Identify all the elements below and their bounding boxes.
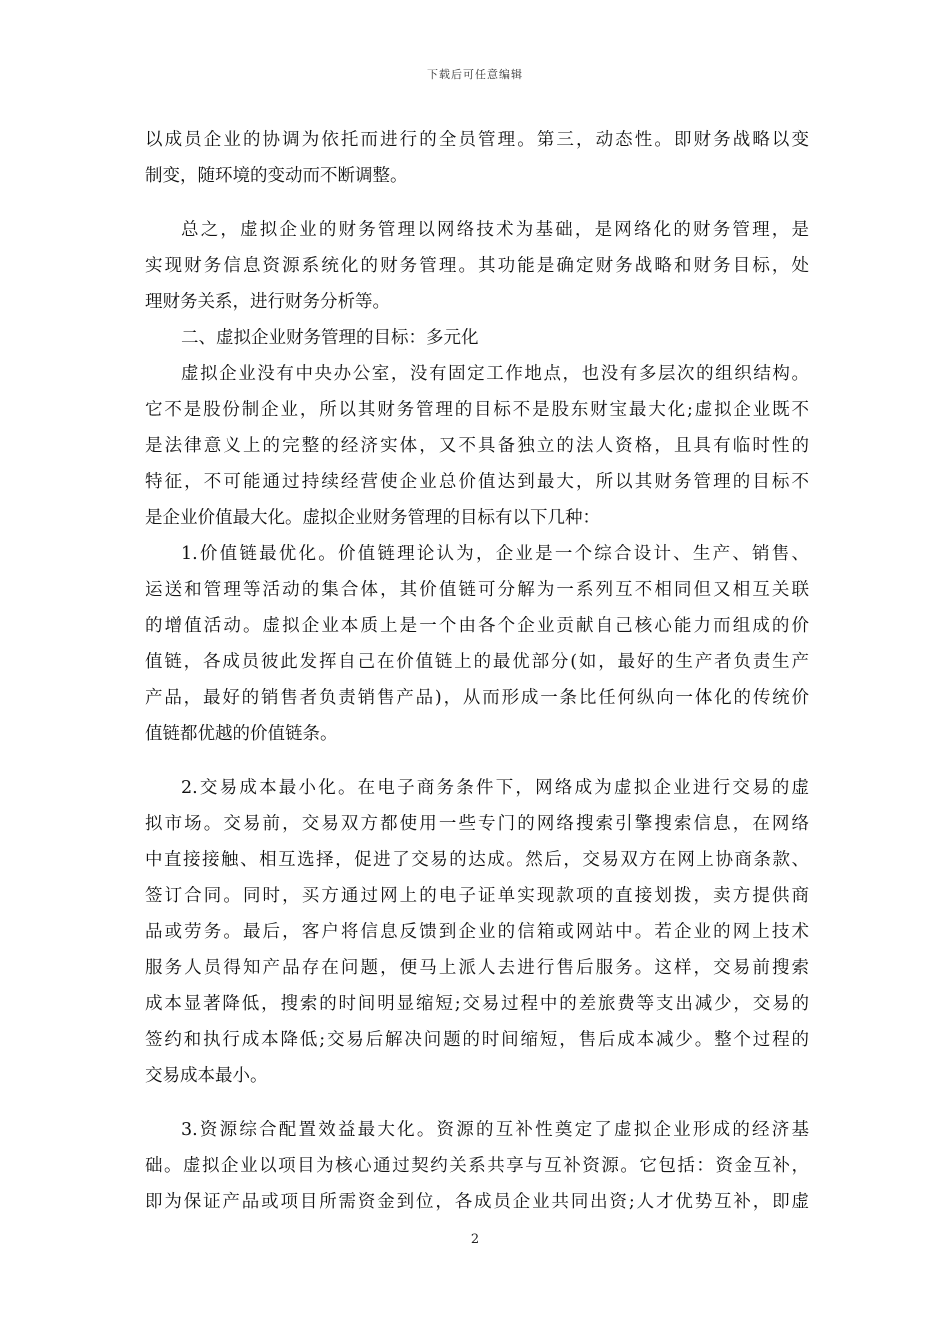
text-line: 二、虚拟企业财务管理的目标：多元化: [181, 328, 479, 348]
text-line: 的增值活动。虚拟企业本质上是一个由各个企业贡献自己核心能力而组成的价: [145, 616, 809, 636]
text-line: 签约和执行成本降低;交易后解决问题的时间缩短，售后成本减少。整个过程的: [145, 1030, 809, 1050]
text-line: 总之，虚拟企业的财务管理以网络技术为基础，是网络化的财务管理，是: [181, 220, 809, 240]
text-line: 拟市场。交易前，交易双方都使用一些专门的网络搜索引擎搜索信息，在网络: [145, 814, 809, 834]
text-line: 交易成本最小。: [145, 1066, 268, 1086]
text-line: 础。虚拟企业以项目为核心通过契约关系共享与互补资源。它包括：资金互补，: [145, 1156, 809, 1176]
text-line: 服务人员得知产品存在问题，便马上派人去进行售后服务。这样，交易前搜索: [145, 958, 809, 978]
text-line: 2.交易成本最小化。在电子商务条件下，网络成为虚拟企业进行交易的虚: [181, 778, 809, 798]
paragraph: [145, 1112, 809, 1220]
text-line: 1.价值链最优化。价值链理论认为，企业是一个综合设计、生产、销售、: [181, 544, 809, 564]
text-line: 值链，各成员彼此发挥自己在价值链上的最优部分(如，最好的生产者负责生产: [145, 652, 809, 672]
text-line: 实现财务信息资源系统化的财务管理。其功能是确定财务战略和财务目标，处: [145, 256, 809, 276]
page-header: 下载后可任意编辑: [427, 68, 523, 81]
text-line: 品或劳务。最后，客户将信息反馈到企业的信箱或网站中。若企业的网上技术: [145, 922, 809, 942]
text-line: 是企业价值最大化。虚拟企业财务管理的目标有以下几种：: [145, 508, 600, 528]
text-line: 它不是股份制企业，所以其财务管理的目标不是股东财宝最大化;虚拟企业既不: [145, 400, 809, 420]
paragraph: [145, 212, 809, 320]
paragraph: [145, 356, 809, 536]
text-line: 运送和管理等活动的集合体，其价值链可分解为一系列互不相同但又相互关联: [145, 580, 809, 600]
page-number: 2: [470, 1232, 480, 1247]
paragraph: [145, 536, 809, 752]
text-line: 中直接接触、相互选择，促进了交易的达成。然后，交易双方在网上协商条款、: [145, 850, 809, 870]
text-line: 值链都优越的价值链条。: [145, 724, 338, 744]
section-heading: [145, 320, 809, 356]
paragraph: [145, 770, 809, 1094]
text-line: 特征，不可能通过持续经营使企业总价值达到最大，所以其财务管理的目标不: [145, 472, 809, 492]
text-line: 理财务关系，进行财务分析等。: [145, 292, 390, 312]
text-line: 制变，随环境的变动而不断调整。: [145, 166, 408, 186]
text-line: 3.资源综合配置效益最大化。资源的互补性奠定了虚拟企业形成的经济基: [181, 1120, 809, 1140]
text-line: 是法律意义上的完整的经济实体，又不具备独立的法人资格，且具有临时性的: [145, 436, 809, 456]
paragraph: [145, 122, 809, 194]
text-line: 即为保证产品或项目所需资金到位，各成员企业共同出资;人才优势互补，即虚: [145, 1192, 809, 1212]
text-line: 产品，最好的销售者负责销售产品)，从而形成一条比任何纵向一体化的传统价: [145, 688, 809, 708]
text-line: 成本显著降低，搜索的时间明显缩短;交易过程中的差旅费等支出减少，交易的: [145, 994, 809, 1014]
text-line: 以成员企业的协调为依托而进行的全员管理。第三，动态性。即财务战略以变: [145, 130, 809, 150]
document-body: [145, 122, 809, 1220]
text-line: 签订合同。同时，买方通过网上的电子证单实现款项的直接划拨，卖方提供商: [145, 886, 809, 906]
text-line: 虚拟企业没有中央办公室，没有固定工作地点，也没有多层次的组织结构。: [181, 364, 809, 384]
